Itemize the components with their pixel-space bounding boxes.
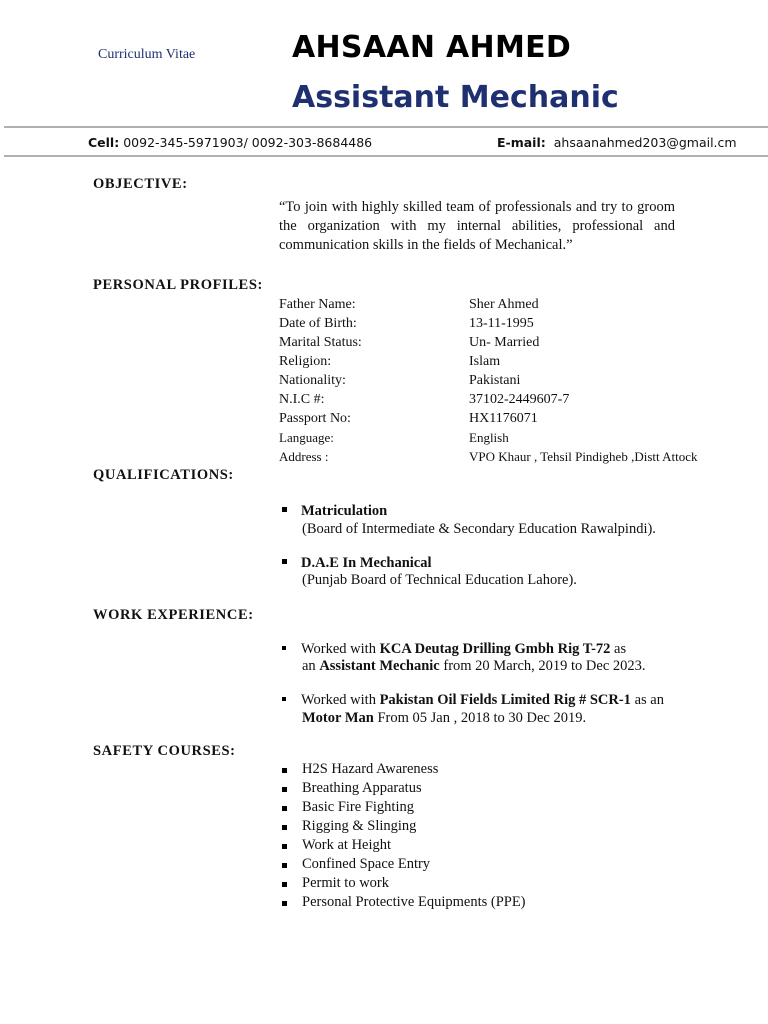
work-dates: from 20 March, 2019 to Dec 2023. bbox=[439, 658, 646, 674]
profile-value: VPO Khaur , Tehsil Pindigheb ,Distt Attock bbox=[469, 449, 698, 464]
safety-course-item: Permit to work bbox=[281, 875, 526, 894]
profile-label: Date of Birth: bbox=[279, 316, 357, 331]
cell-label: Cell: bbox=[88, 135, 120, 150]
objective-text: “To join with highly skilled team of professionals and try to groom the organization with my internal abilities, professional and communication skills in the fields of Mechanical.” bbox=[279, 199, 675, 253]
bullet-square-icon bbox=[282, 646, 286, 650]
candidate-role: Assistant Mechanic bbox=[292, 80, 619, 115]
profile-value: Un- Married bbox=[469, 335, 540, 350]
qualification-detail: (Punjab Board of Technical Education Lahore). bbox=[302, 572, 577, 588]
profile-label: Passport No: bbox=[279, 411, 351, 426]
candidate-name: AHSAAN AHMED bbox=[292, 30, 572, 65]
cv-label: Curriculum Vitae bbox=[98, 47, 196, 62]
safety-course-item: Breathing Apparatus bbox=[281, 780, 526, 799]
safety-course-item: Work at Height bbox=[281, 837, 526, 856]
work-position: Motor Man bbox=[302, 710, 374, 726]
profile-label: Nationality: bbox=[279, 373, 346, 388]
work-text: as bbox=[610, 641, 627, 657]
qualification-title: Matriculation bbox=[301, 503, 388, 519]
safety-course-item: Personal Protective Equipments (PPE) bbox=[281, 894, 526, 913]
objective-heading: OBJECTIVE: bbox=[93, 176, 188, 192]
safety-course-item: Confined Space Entry bbox=[281, 856, 526, 875]
work-text: Worked with bbox=[301, 641, 380, 657]
profile-value: Islam bbox=[469, 354, 501, 369]
profile-value: 37102-2449607-7 bbox=[469, 392, 570, 407]
qualifications-heading: QUALIFICATIONS: bbox=[93, 467, 234, 483]
email-contact bbox=[497, 135, 737, 150]
profile-value: Sher Ahmed bbox=[469, 297, 539, 312]
qualification-item bbox=[282, 555, 432, 572]
work-text: as an bbox=[630, 692, 664, 708]
bullet-square-icon bbox=[282, 697, 286, 701]
profile-label: Language: bbox=[279, 430, 334, 445]
profile-label: N.I.C #: bbox=[279, 392, 325, 407]
profile-value: Pakistani bbox=[469, 373, 521, 388]
work-company: KCA Deutag Drilling Gmbh Rig T-72 bbox=[379, 641, 611, 657]
work-item-cont bbox=[302, 710, 586, 727]
work-text: Worked with bbox=[301, 692, 380, 708]
profile-label: Father Name: bbox=[279, 297, 356, 312]
cell-value: 0092-345-5971903/ 0092-303-8684486 bbox=[123, 135, 373, 150]
personal-heading: PERSONAL PROFILES: bbox=[93, 277, 263, 293]
safety-course-list bbox=[281, 761, 526, 913]
safety-course-item: H2S Hazard Awareness bbox=[281, 761, 526, 780]
email-label: E-mail: bbox=[497, 135, 546, 150]
work-item-cont bbox=[302, 658, 646, 675]
qualification-title: D.A.E In Mechanical bbox=[301, 555, 432, 571]
work-dates: From 05 Jan , 2018 to 30 Dec 2019. bbox=[373, 710, 587, 726]
qualification-detail: (Board of Intermediate & Secondary Education Rawalpindi). bbox=[302, 521, 656, 537]
profile-label: Religion: bbox=[279, 354, 332, 369]
work-text: an bbox=[302, 658, 320, 674]
work-item bbox=[282, 641, 626, 658]
work-position: Assistant Mechanic bbox=[319, 658, 440, 674]
profile-label: Marital Status: bbox=[279, 335, 362, 350]
header-divider-top bbox=[4, 126, 768, 128]
safety-course-item: Basic Fire Fighting bbox=[281, 799, 526, 818]
bullet-square-icon bbox=[282, 507, 287, 512]
bullet-square-icon bbox=[282, 559, 287, 564]
safety-heading: SAFETY COURSES: bbox=[93, 743, 236, 759]
profile-value: English bbox=[469, 430, 509, 445]
email-value: ahsaanahmed203@gmail.cm bbox=[553, 135, 737, 150]
qualification-item bbox=[282, 503, 387, 520]
work-company: Pakistan Oil Fields Limited Rig # SCR-1 bbox=[379, 692, 631, 708]
profile-label: Address : bbox=[279, 449, 329, 464]
safety-course-item: Rigging & Slinging bbox=[281, 818, 526, 837]
work-heading: WORK EXPERIENCE: bbox=[93, 607, 254, 623]
header-divider-bottom bbox=[4, 155, 768, 157]
profile-value: 13-11-1995 bbox=[469, 316, 534, 331]
profile-value: HX1176071 bbox=[469, 411, 538, 426]
work-item bbox=[282, 692, 664, 709]
cell-contact bbox=[88, 135, 372, 150]
